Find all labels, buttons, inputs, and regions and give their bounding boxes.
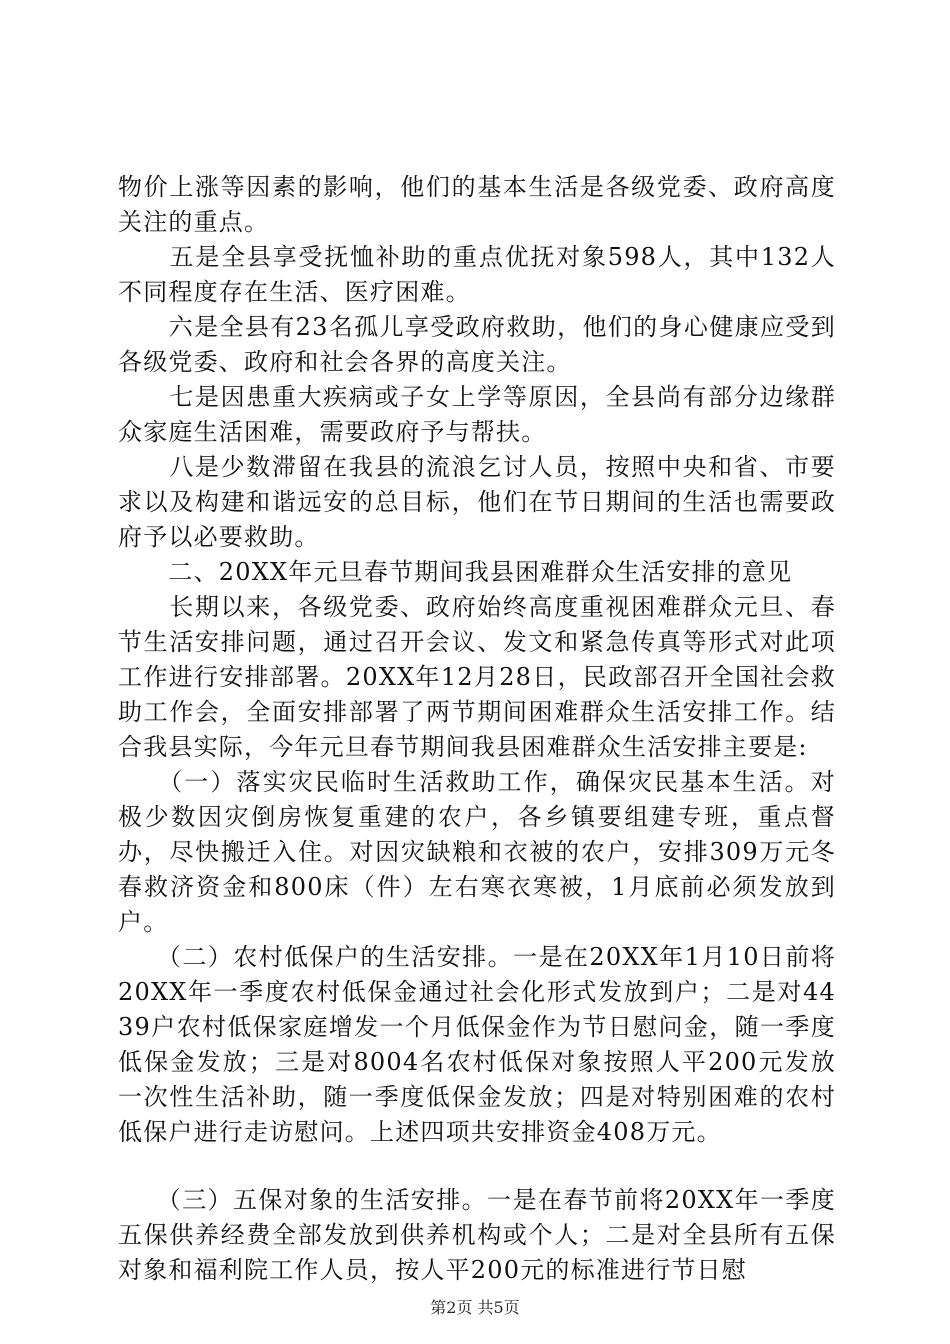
paragraph-intro: 长期以来，各级党委、政府始终高度重视困难群众元旦、春节生活安排问题，通过召开会议、发文和紧急传真等形式对此项工作进行安排部署。20XX年12月28日，民政部召开全国社会救助工作会，全面安排部署了两节期间困难群众生活安排工作。结合我县实际，今年元旦春节期间我县困难群众生活安排主要是:	[118, 593, 836, 761]
paragraph-subsection-three: （三）五保对象的生活安排。一是在春节前将20XX年一季度五保供养经费全部发放到供养机构或个人；二是对全县所有五保对象和福利院工作人员，按人平200元的标准进行节日慰	[118, 1186, 836, 1284]
paragraph-item-seven: 七是因患重大疾病或子女上学等原因，全县尚有部分边缘群众家庭生活困难，需要政府予与帮扶。	[118, 383, 836, 446]
paragraph-continuation: 物价上涨等因素的影响，他们的基本生活是各级党委、政府高度关注的重点。	[118, 173, 836, 236]
paragraph-subsection-two: （二）农村低保户的生活安排。一是在20XX年1月10日前将20XX年一季度农村低保金通过社会化形式发放到户；二是对4439户农村低保家庭增发一个月低保金作为节日慰问金，随一季度低保金发放；三是对8004名农村低保对象按照人平200元发放一次性生活补助，随一季度低保金发放；四是对特别困难的农村低保户进行走访慰问。上述四项共安排资金408万元。	[118, 943, 836, 1146]
paragraph-item-six: 六是全县有23名孤儿享受政府救助，他们的身心健康应受到各级党委、政府和社会各界的高度关注。	[118, 313, 836, 376]
document-body	[118, 170, 836, 1288]
paragraph-item-five: 五是全县享受抚恤补助的重点优抚对象598人，其中132人不同程度存在生活、医疗困难。	[118, 243, 836, 306]
section-heading-two: 二、20XX年元旦春节期间我县困难群众生活安排的意见	[118, 558, 793, 586]
paragraph-subsection-one: （一）落实灾民临时生活救助工作，确保灾民基本生活。对极少数因灾倒房恢复重建的农户，各乡镇要组建专班，重点督办，尽快搬迁入住。对因灾缺粮和衣被的农户，安排309万元冬春救济资金和800床（件）左右寒衣寒被，1月底前必须发放到户。	[118, 768, 836, 936]
page-number-footer: 第2页 共5页	[430, 1298, 520, 1317]
paragraph-item-eight: 八是少数滞留在我县的流浪乞讨人员，按照中央和省、市要求以及构建和谐远安的总目标，他们在节日期间的生活也需要政府予以必要救助。	[118, 453, 836, 551]
